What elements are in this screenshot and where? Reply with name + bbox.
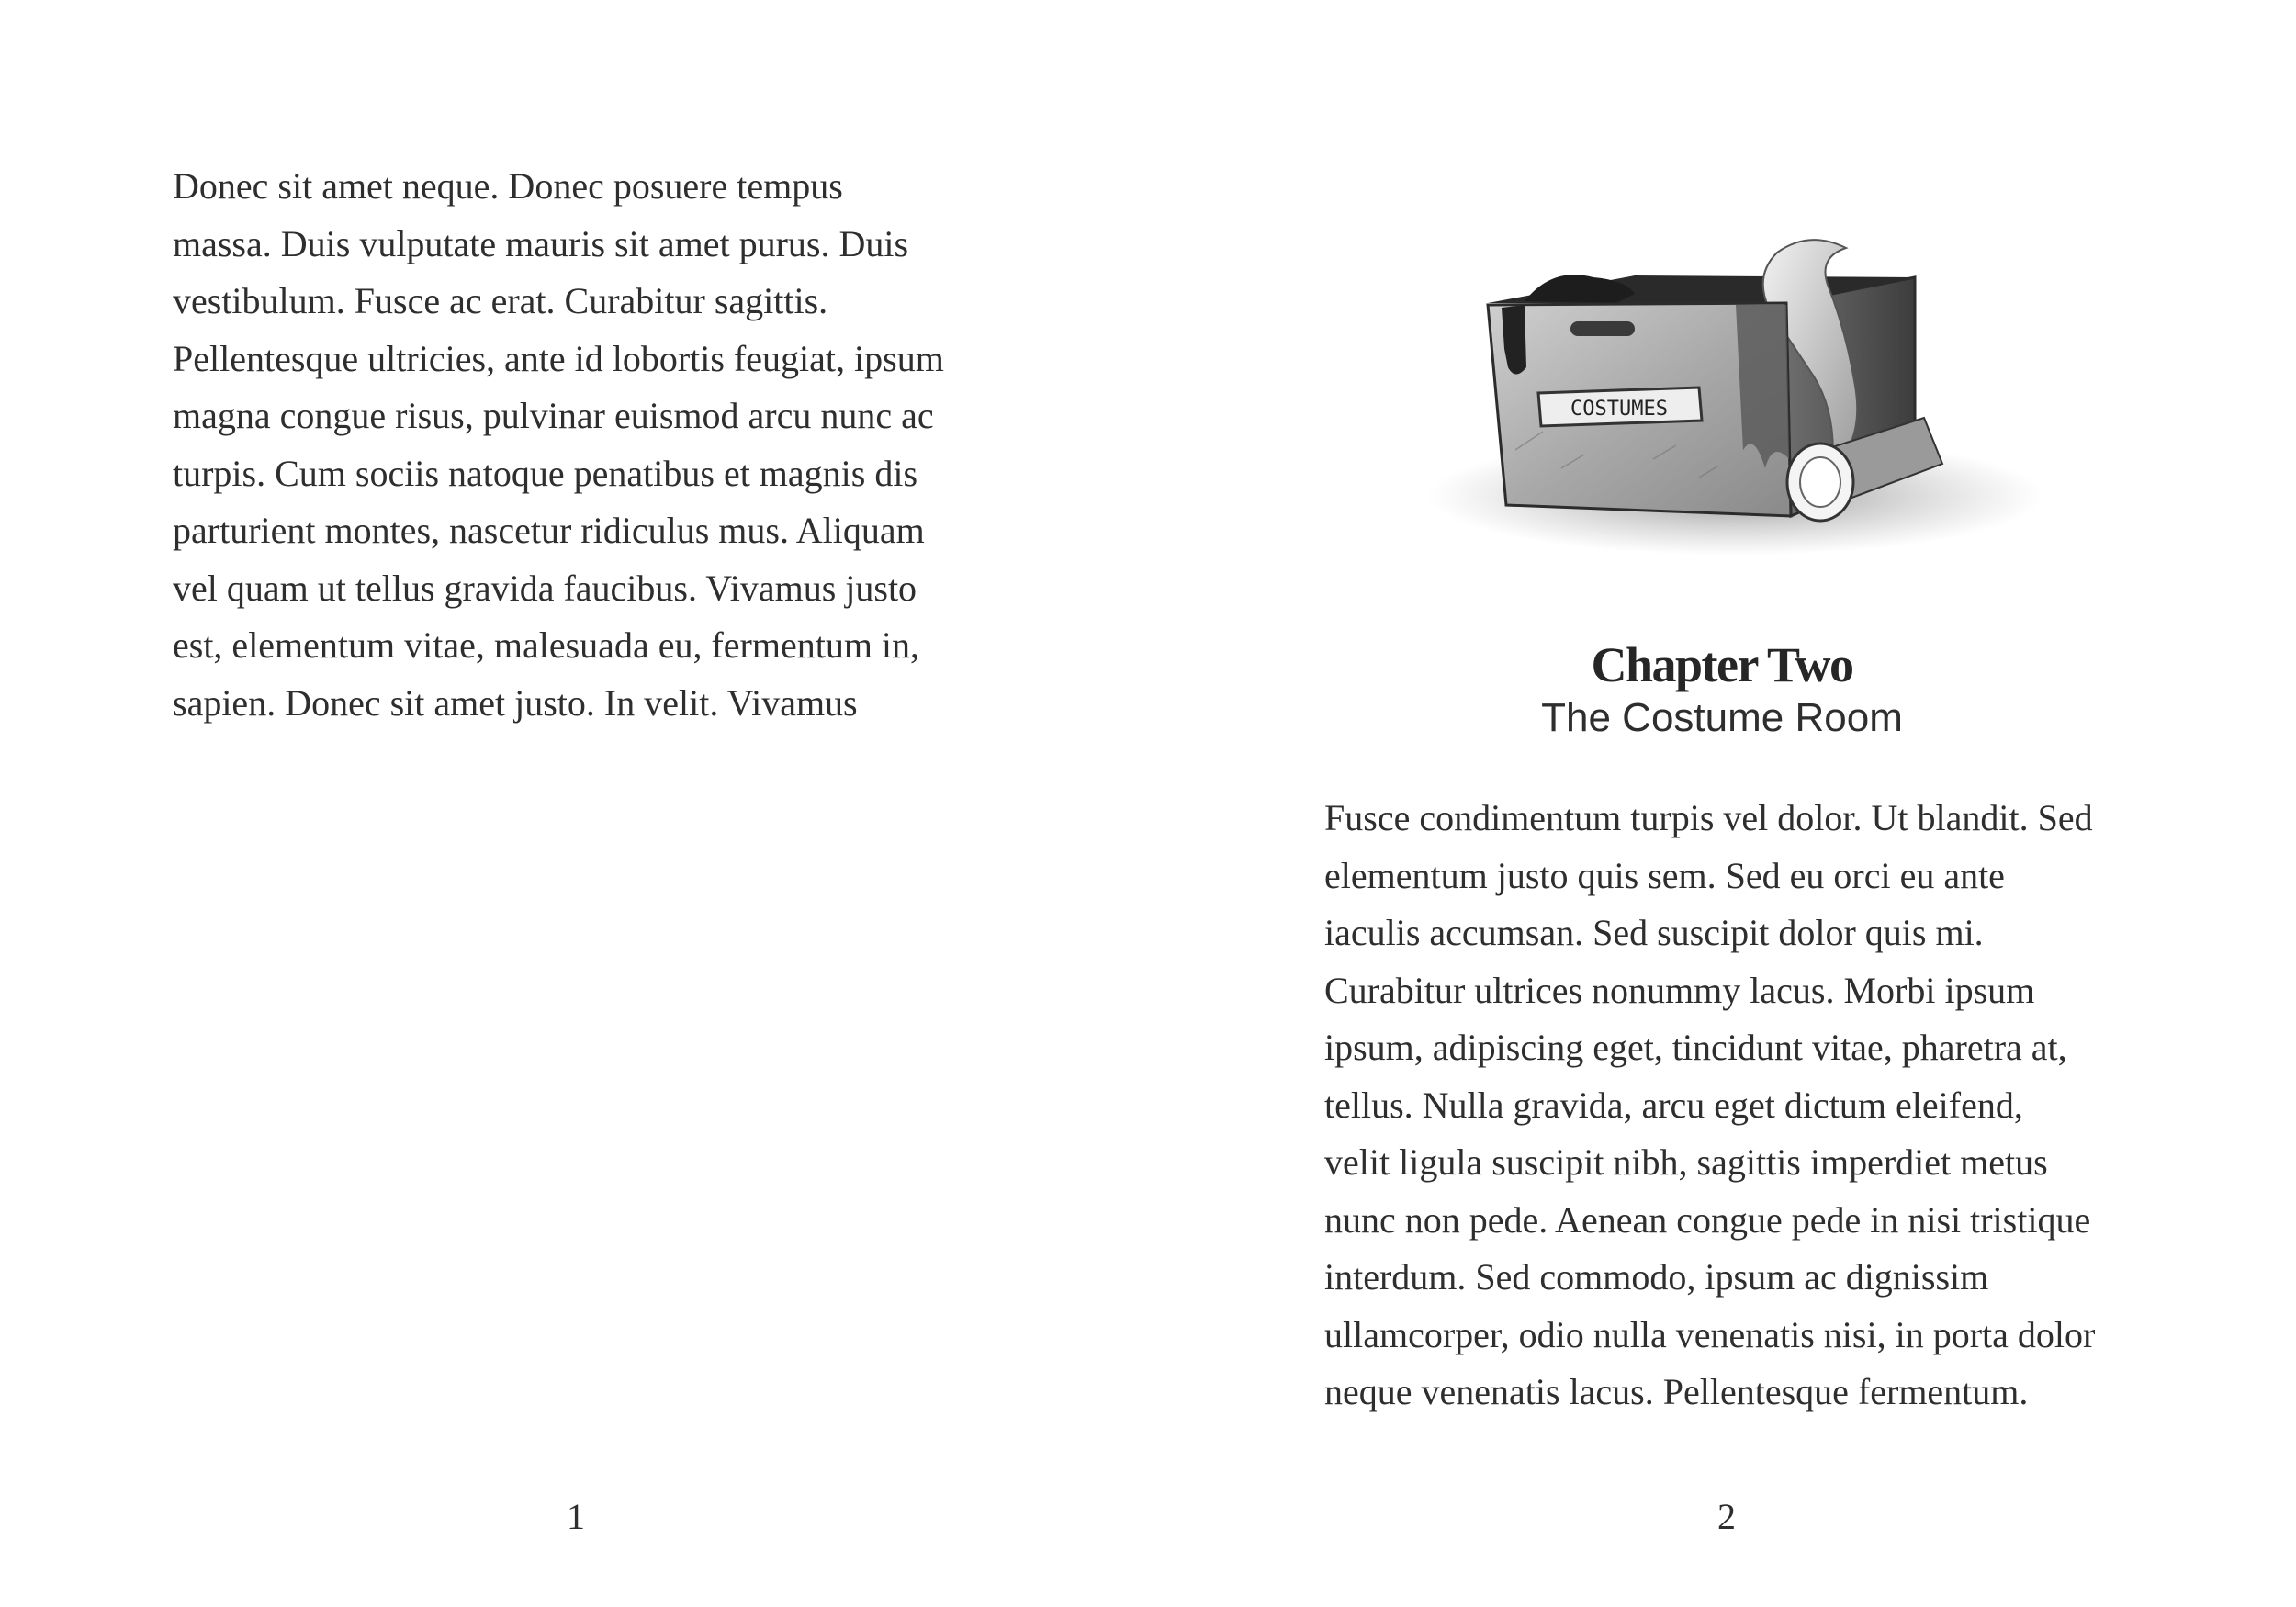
- left-page-body-text: Donec sit amet neque. Donec posuere tempus massa. Duis vulputate mauris sit amet purus. Duis vestibulum. Fusce ac erat. Curabitur sagittis. Pellentesque ultricies, ante id lobortis feugiat, ipsum magna congue risus, pulvinar euismod arcu nunc ac turpis. Cum sociis natoque penatibus et magnis dis parturient montes, nascetur ridiculus mus. Aliquam vel quam ut tellus gravida faucibus. Vivamus justo est, elementum vitae, malesuada eu, fermentum in, sapien. Donec sit amet justo. In velit. Vivamus: [173, 165, 944, 724]
- right-page: [1148, 0, 2296, 1607]
- right-page-body-text: Fusce condimentum turpis vel dolor. Ut blandit. Sed elementum justo quis sem. Sed eu orci eu ante iaculis accumsan. Sed suscipit dolor quis mi. Curabitur ultrices nonummy lacus. Morbi ipsum ipsum, adipiscing eget, tincidunt vitae, pharetra at, tellus. Nulla gravida, arcu eget dictum eleifend, velit ligula suscipit nibh, sagittis imperdiet metus nunc non pede. Aenean congue pede in nisi tristique interdum. Sed commodo, ipsum ac dignissim ullamcorper, odio nulla venenatis nisi, in porta dolor neque venenatis lacus. Pellentesque fermentum.: [1324, 797, 2096, 1412]
- chapter-subtitle: The Costume Room: [1541, 695, 1903, 740]
- costumes-label: [1538, 388, 1702, 426]
- costume-box-illustration: [1424, 230, 2039, 569]
- cloth-shape: [1736, 305, 1789, 468]
- chapter-title: Chapter Two: [1591, 637, 1853, 692]
- svg-text:COSTUMES: COSTUMES: [1570, 398, 1668, 421]
- box-handle: [1570, 321, 1635, 336]
- right-page-number: 2: [1717, 1496, 1736, 1537]
- left-page-number: 1: [567, 1496, 585, 1537]
